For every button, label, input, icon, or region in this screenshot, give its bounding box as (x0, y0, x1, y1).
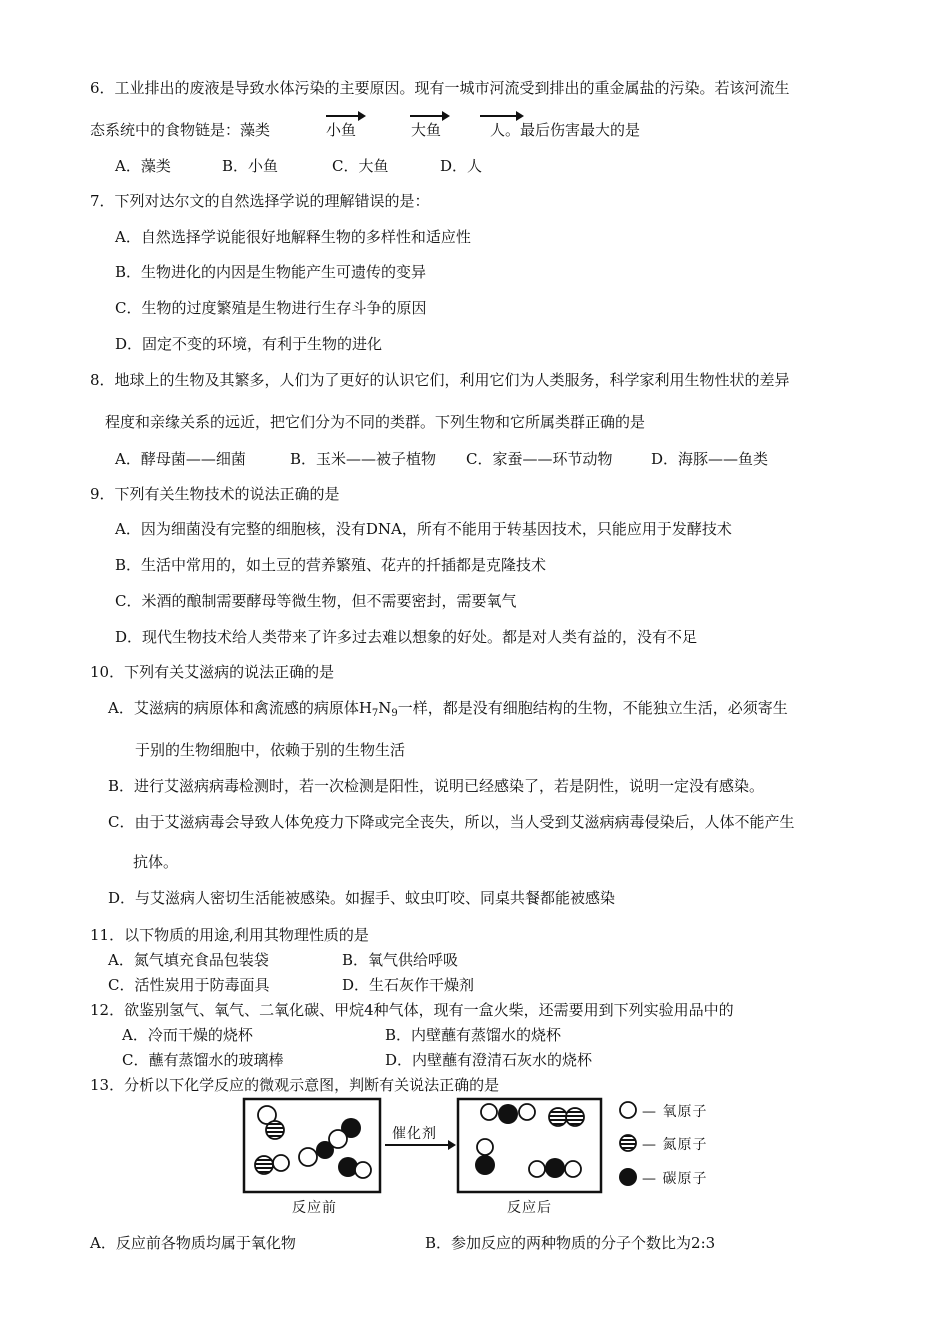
q9-option-d: D．现代生物技术给人类带来了许多过去难以想象的好处。都是对人类有益的，没有不足 (115, 628, 698, 646)
q12-stem: 12．欲鉴别氢气、氧气、二氧化碳、甲烷4种气体，现有一盒火柴，还需要用到下列实验用品中的 (90, 1001, 734, 1019)
q9-option-a: A．因为细菌没有完整的细胞核，没有DNA，所有不能用于转基因技术，只能应用于发酵技术 (115, 520, 732, 538)
q7-stem: 7．下列对达尔文的自然选择学说的理解错误的是： (90, 192, 430, 210)
q6-chain-item-1: 小鱼 (326, 121, 357, 139)
q6-chain-item-3: 人。最后伤害最大的是 (490, 121, 641, 139)
q8-option-b: B．玉米——被子植物 (290, 450, 437, 468)
q6-food-chain (90, 110, 890, 150)
q11-option-d: D．生石灰作干燥剂 (342, 976, 475, 994)
q8-option-d: D．海豚——鱼类 (651, 450, 769, 468)
reaction-diagram (240, 1095, 740, 1220)
q10-option-b: B．进行艾滋病病毒检测时，若一次检测是阳性，说明已经感染了，若是阴性，说明一定没有感染。 (108, 777, 765, 795)
q7-option-c: C．生物的过度繁殖是生物进行生存斗争的原因 (115, 299, 427, 317)
q6-stem-line1: 6．工业排出的废液是导致水体污染的主要原因。现有一城市河流受到排出的重金属盐的污染。若该河流生 (90, 79, 790, 97)
q11-stem: 11．以下物质的用途,利用其物理性质的是 (90, 926, 369, 944)
q9-stem: 9．下列有关生物技术的说法正确的是 (90, 485, 340, 503)
q10-option-a-line1 (108, 698, 788, 724)
q6-chain-item-2: 大鱼 (411, 121, 442, 139)
q12-option-b: B．内壁蘸有蒸馏水的烧杯 (385, 1026, 562, 1044)
q11-option-b: B．氧气供给呼吸 (342, 951, 459, 969)
subscript: 9 (391, 708, 398, 719)
q10-option-a-text: N (378, 699, 392, 717)
nitrogen-atom (549, 1108, 567, 1126)
q8-stem-line2: 程度和亲缘关系的远近，把它们分为不同的类群。下列生物和它所属类群正确的是 (105, 413, 646, 431)
q9-option-c: C．米酒的酿制需要酵母等微生物，但不需要密封，需要氧气 (115, 592, 517, 610)
carbon-atom (475, 1155, 495, 1175)
oxygen-atom (481, 1104, 497, 1120)
q8-stem-line1: 8．地球上的生物及其繁多，人们为了更好的认识它们，利用它们为人类服务，科学家利用生物性状的差异 (90, 371, 790, 389)
q13-option-b: B．参加反应的两种物质的分子个数比为2:3 (425, 1234, 716, 1252)
oxygen-atom (565, 1161, 581, 1177)
q8-option-c: C．家蚕——环节动物 (466, 450, 613, 468)
subscript: 7 (371, 708, 379, 719)
q10-stem: 10．下列有关艾滋病的说法正确的是 (90, 663, 335, 681)
legend-carbon: — 碳原子 (642, 1171, 708, 1187)
before-label: 反应前 (292, 1200, 337, 1216)
legend-oxygen: — 氧原子 (642, 1104, 708, 1120)
q8-option-a: A．酵母菌——细菌 (115, 450, 246, 468)
q6-option-d: D．人 (440, 157, 483, 175)
nitrogen-atom (255, 1156, 273, 1174)
q6-option-a: A．藻类 (115, 157, 171, 175)
nitrogen-atom (566, 1108, 584, 1126)
q12-option-a: A．冷而干燥的烧杯 (122, 1026, 253, 1044)
oxygen-atom (477, 1139, 493, 1155)
oxygen-atom (529, 1161, 545, 1177)
carbon-legend-icon (619, 1168, 637, 1186)
oxygen-atom (299, 1148, 317, 1166)
q10-option-a-text: 一样，都是没有细胞结构的生物，不能独立生活，必须寄生 (397, 699, 788, 717)
nitrogen-legend-icon (620, 1135, 636, 1151)
q12-option-c: C．蘸有蒸馏水的玻璃棒 (122, 1051, 284, 1069)
q11-option-c: C．活性炭用于防毒面具 (108, 976, 270, 994)
q9-option-b: B．生活中常用的，如土豆的营养繁殖、花卉的扦插都是克隆技术 (115, 556, 547, 574)
q12-option-d: D．内壁蘸有澄清石灰水的烧杯 (385, 1051, 593, 1069)
q10-option-d: D．与艾滋病人密切生活能被感染。如握手、蚊虫叮咬、同桌共餐都能被感染 (108, 889, 616, 907)
q10-option-a-line2: 于别的生物细胞中，依赖于别的生物生活 (135, 741, 406, 759)
oxygen-atom (519, 1104, 535, 1120)
q10-option-a-text: A．艾滋病的病原体和禽流感的病原体H (108, 699, 372, 717)
nitrogen-atom (266, 1121, 284, 1139)
q11-option-a: A．氮气填充食品包装袋 (108, 951, 269, 969)
legend-nitrogen: — 氮原子 (642, 1137, 708, 1153)
oxygen-legend-icon (620, 1102, 636, 1118)
catalyst-label: 催化剂 (392, 1126, 437, 1142)
carbon-atom (545, 1158, 565, 1178)
q7-option-b: B．生物进化的内因是生物能产生可遗传的变异 (115, 263, 427, 281)
q10-option-c-line2: 抗体。 (133, 853, 179, 871)
oxygen-atom (273, 1155, 289, 1171)
q6-option-b: B．小鱼 (222, 157, 279, 175)
oxygen-atom (329, 1130, 347, 1148)
q7-option-d: D．固定不变的环境，有利于生物的进化 (115, 335, 383, 353)
oxygen-atom (355, 1162, 371, 1178)
q7-option-a: A．自然选择学说能很好地解释生物的多样性和适应性 (115, 228, 471, 246)
q13-stem: 13．分析以下化学反应的微观示意图，判断有关说法正确的是 (90, 1076, 500, 1094)
q6-stem-line2-prefix: 态系统中的食物链是：藻类 (90, 121, 271, 139)
arrow-icon (448, 1140, 456, 1150)
carbon-atom (498, 1104, 518, 1124)
after-label: 反应后 (507, 1200, 552, 1216)
q13-option-a: A．反应前各物质均属于氧化物 (90, 1234, 296, 1252)
q6-option-c: C．大鱼 (332, 157, 389, 175)
q10-option-c-line1: C．由于艾滋病毒会导致人体免疫力下降或完全丧失，所以，当人受到艾滋病病毒侵染后，人体不能产生 (108, 813, 795, 831)
